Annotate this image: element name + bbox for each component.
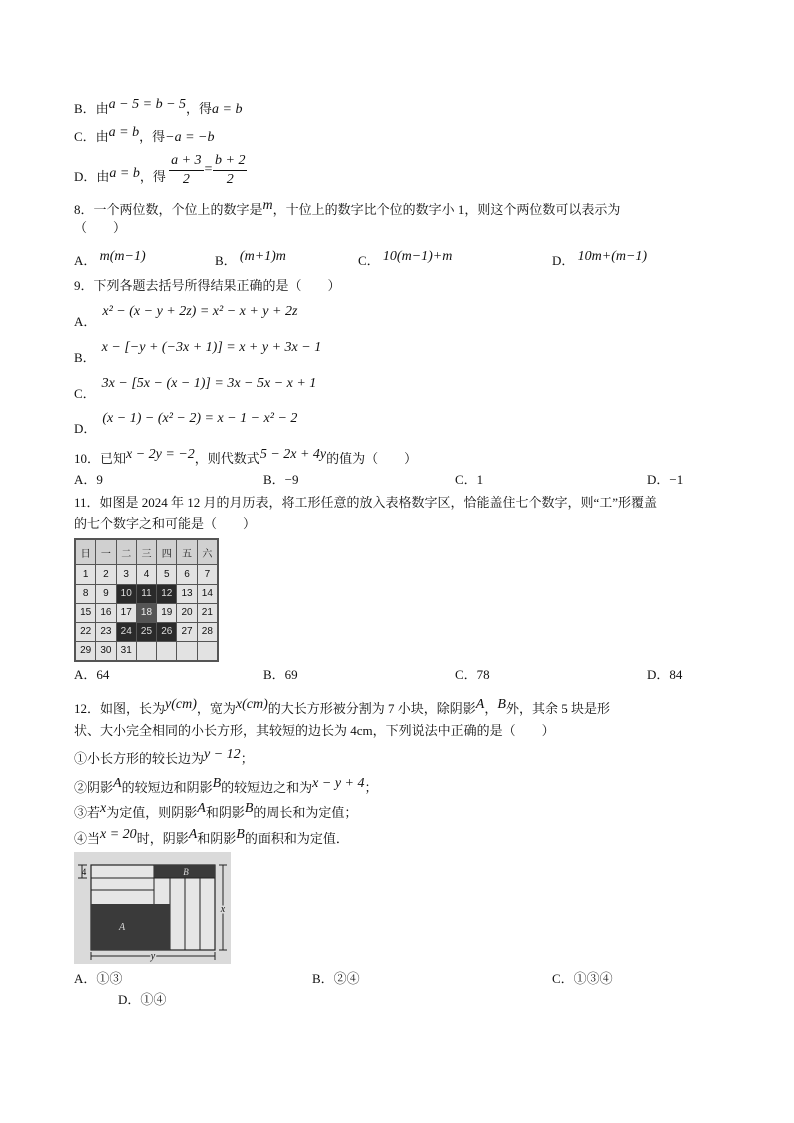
q12-s4d: 的面积和为定值． xyxy=(244,831,349,846)
figure-label-x: x xyxy=(220,904,226,915)
calendar-cell: 21 xyxy=(197,603,217,622)
q8-var: m xyxy=(262,198,273,213)
q10-b-text: −9 xyxy=(284,472,299,487)
q12-stem-line1 xyxy=(74,697,610,719)
q12-option-d[interactable] xyxy=(118,991,166,1009)
calendar-cell-shaded: 12 xyxy=(157,584,177,603)
q12-s4m: x = 20 xyxy=(100,827,137,842)
q7-b-sep: ，得 xyxy=(186,101,213,116)
calendar-cell: 16 xyxy=(96,603,116,622)
q10-c-text: 1 xyxy=(476,472,484,487)
q7-d-frac1 xyxy=(169,152,203,189)
q12-y: y(cm) xyxy=(165,697,197,712)
calendar-cell: 22 xyxy=(76,622,96,641)
q7-option-d[interactable] xyxy=(74,150,247,190)
calendar-header-row xyxy=(76,540,218,565)
q10-stem-c: 的值为（ ） xyxy=(326,451,418,466)
calendar-cell: 27 xyxy=(177,622,197,641)
q10-option-b[interactable] xyxy=(263,471,299,489)
q11-a-text: 64 xyxy=(96,667,110,682)
q12-s3x: x xyxy=(100,801,107,816)
calendar-row xyxy=(76,565,218,584)
q10-b-label: B． xyxy=(263,472,285,487)
q12-s4c: 和阴影 xyxy=(197,831,237,846)
q10-option-a[interactable] xyxy=(74,471,103,489)
q7-c-eq1: a = b xyxy=(108,125,140,140)
calendar-cell-shaded: 11 xyxy=(136,584,156,603)
q12-s4-B: B xyxy=(236,827,245,842)
q12-l1a: 12．如图，长为 xyxy=(74,701,166,716)
calendar-cell: 20 xyxy=(177,603,197,622)
calendar-cell: 6 xyxy=(177,565,197,584)
figure-label-b: B xyxy=(183,867,189,877)
q7-d-sep: ，得 xyxy=(139,169,166,184)
q7-c-sep: ，得 xyxy=(139,129,166,144)
q12-option-a[interactable] xyxy=(74,970,122,988)
q12-s2-A: A xyxy=(113,776,122,791)
q12-B: B xyxy=(497,697,506,712)
q12-a-label: A． xyxy=(74,971,97,986)
q11-b-text: 69 xyxy=(284,667,298,682)
calendar-cell: 17 xyxy=(116,603,136,622)
q8-c-label: C． xyxy=(358,253,380,268)
rectangle-figure xyxy=(74,852,231,964)
q8-a-text: m(m−1) xyxy=(99,249,146,264)
q12-s4a: ④当 xyxy=(74,831,101,846)
q9-a-text: x² − (x − y + 2z) = x² − x + y + 2z xyxy=(102,304,298,319)
q11-option-b[interactable] xyxy=(263,666,298,684)
q12-s2a: ②阴影 xyxy=(74,780,114,795)
q12-l1b: ，宽为 xyxy=(196,701,236,716)
q9-d-label: D． xyxy=(74,421,97,436)
q12-d-label: D． xyxy=(118,992,141,1007)
calendar-cell-shaded: 25 xyxy=(136,622,156,641)
q8-d-text: 10m+(m−1) xyxy=(577,249,648,264)
q9-d-text: (x − 1) − (x² − 2) = x − 1 − x² − 2 xyxy=(102,411,298,426)
q9-a-label: A． xyxy=(74,314,97,329)
q11-b-label: B． xyxy=(263,667,285,682)
q8-stem-a: 8．一个两位数，个位上的数字是 xyxy=(74,202,263,217)
q12-s3b: 为定值，则阴影 xyxy=(106,805,198,820)
q12-b-text: ②④ xyxy=(333,971,360,986)
calendar-header-cell: 五 xyxy=(177,540,197,565)
q12-s2b: 的较短边和阴影 xyxy=(121,780,213,795)
calendar-header-cell: 六 xyxy=(197,540,217,565)
q7-d-den1: 2 xyxy=(182,171,190,187)
q12-s2-B: B xyxy=(212,776,222,791)
q8-option-d[interactable] xyxy=(552,249,648,271)
q12-s1a: ①小长方形的较长边为 xyxy=(74,751,205,766)
q10-a-label: A． xyxy=(74,472,97,487)
q12-c-text: ①③④ xyxy=(573,971,613,986)
q11-option-c[interactable] xyxy=(455,666,490,684)
q7-d-frac2 xyxy=(213,152,247,189)
q12-option-b[interactable] xyxy=(312,970,360,988)
q11-c-label: C． xyxy=(455,667,477,682)
shaded-region-a xyxy=(91,904,170,950)
q9-option-d[interactable] xyxy=(74,411,298,436)
q10-stem xyxy=(74,447,418,469)
q7-d-eqsign: = xyxy=(203,162,214,177)
q10-c-label: C． xyxy=(455,472,477,487)
q12-s4b: 时，阴影 xyxy=(136,831,189,846)
q8-option-b[interactable] xyxy=(215,249,286,271)
q7-b-eq1: a − 5 = b − 5 xyxy=(108,97,187,112)
calendar-cell: 2 xyxy=(96,565,116,584)
calendar-cell: 29 xyxy=(76,641,96,660)
calendar-cell: 9 xyxy=(96,584,116,603)
q7-b-eq2: a = b xyxy=(212,102,243,117)
q11-d-label: D． xyxy=(647,667,670,682)
calendar-cell-shaded: 26 xyxy=(157,622,177,641)
q11-c-text: 78 xyxy=(476,667,490,682)
q11-a-label: A． xyxy=(74,667,97,682)
q12-s2c: 的较短边之和为 xyxy=(221,780,313,795)
q7-d-label: D．由 xyxy=(74,169,110,184)
q8-option-a[interactable] xyxy=(74,249,146,271)
q10-a-text: 9 xyxy=(96,472,103,487)
rectangle-figure-svg xyxy=(74,852,231,964)
calendar-row xyxy=(76,603,218,622)
q9-option-b[interactable] xyxy=(74,340,322,365)
calendar-cell: 19 xyxy=(157,603,177,622)
q11-stem-line2: 的七个数字之和可能是（ ） xyxy=(74,516,257,531)
calendar-cell: 8 xyxy=(76,584,96,603)
calendar-cell: 14 xyxy=(197,584,217,603)
calendar-table xyxy=(75,539,218,661)
calendar-cell: 5 xyxy=(157,565,177,584)
q8-c-text: 10(m−1)+m xyxy=(382,249,453,264)
q12-s3-A: A xyxy=(197,801,206,816)
q7-d-den2: 2 xyxy=(226,171,234,187)
q9-option-c[interactable] xyxy=(74,376,317,401)
q9-stem: 9．下列各题去括号所得结果正确的是（ ） xyxy=(74,278,341,293)
q10-stem-b: ，则代数式 xyxy=(194,451,260,466)
calendar-cell: 28 xyxy=(197,622,217,641)
q12-A: A xyxy=(475,697,485,712)
calendar-cell xyxy=(136,641,156,660)
calendar-cell-shaded: 24 xyxy=(116,622,136,641)
q12-statement-3 xyxy=(74,801,358,823)
calendar-row xyxy=(76,641,218,660)
calendar-cell: 4 xyxy=(136,565,156,584)
q12-a-text: ①③ xyxy=(96,971,123,986)
calendar-cell-shaded: 18 xyxy=(136,603,156,622)
q10-expr: 5 − 2x + 4y xyxy=(259,447,327,462)
calendar-cell: 23 xyxy=(96,622,116,641)
q12-s1m: y − 12 xyxy=(204,747,241,762)
q12-l1d: 外，其余 5 块是形 xyxy=(505,701,610,716)
calendar-cell xyxy=(177,641,197,660)
q7-c-label: C．由 xyxy=(74,129,109,144)
q12-statement-1 xyxy=(74,747,254,769)
calendar-row xyxy=(76,622,218,641)
q7-d-num1: a + 3 xyxy=(169,152,203,171)
q10-d-label: D． xyxy=(647,472,670,487)
q12-c-label: C． xyxy=(552,971,574,986)
calendar-header-cell: 日 xyxy=(76,540,96,565)
calendar-cell: 30 xyxy=(96,641,116,660)
q8-stem xyxy=(74,198,621,220)
calendar-header-cell: 四 xyxy=(157,540,177,565)
q7-d-eq1: a = b xyxy=(109,166,140,181)
calendar-cell xyxy=(197,641,217,660)
calendar-cell: 15 xyxy=(76,603,96,622)
figure-label-4: 4 xyxy=(81,867,87,877)
q12-statement-4 xyxy=(74,827,349,849)
q8-d-label: D． xyxy=(552,253,575,268)
q7-b-label: B．由 xyxy=(74,101,109,116)
q12-s3d: 的周长和为定值； xyxy=(253,805,358,820)
calendar-cell-shaded: 10 xyxy=(116,584,136,603)
calendar-header-cell: 二 xyxy=(116,540,136,565)
q8-a-label: A． xyxy=(74,253,97,268)
calendar-header-cell: 三 xyxy=(136,540,156,565)
q10-eq: x − 2y = −2 xyxy=(126,447,195,462)
q9-b-label: B． xyxy=(74,350,96,365)
calendar-cell: 31 xyxy=(116,641,136,660)
q12-stem-line2: 状、大小完全相同的小长方形，其较短的边长为 4cm，下列说法中正确的是（ ） xyxy=(74,723,555,738)
q9-c-label: C． xyxy=(74,386,96,401)
q12-d-text: ①④ xyxy=(140,992,167,1007)
calendar-row xyxy=(76,584,218,603)
q12-comma: ， xyxy=(484,701,498,716)
calendar-cell: 13 xyxy=(177,584,197,603)
q12-s3-B: B xyxy=(244,801,254,816)
calendar-cell: 1 xyxy=(76,565,96,584)
calendar-header-cell: 一 xyxy=(96,540,116,565)
q12-option-c[interactable] xyxy=(552,970,613,988)
q12-s1b: ； xyxy=(240,751,254,766)
q11-stem-line1: 11．如图是 2024 年 12 月的月历表，将工形任意的放入表格数字区，恰能盖住七个数字，则“工”形覆盖 xyxy=(74,495,658,510)
q12-l1c: 的大长方形被分割为 7 小块，除阴影 xyxy=(267,701,476,716)
q7-option-c[interactable] xyxy=(74,125,215,147)
q7-d-num2: b + 2 xyxy=(213,152,247,171)
q8-stem-b: ，十位上的数字比个位的数字小 1，则这个两位数可以表示为 xyxy=(272,202,621,217)
calendar-cell: 7 xyxy=(197,565,217,584)
q12-s4-A: A xyxy=(188,827,198,842)
q12-s2d: ； xyxy=(364,780,378,795)
q12-b-label: B． xyxy=(312,971,334,986)
q10-option-d[interactable] xyxy=(647,471,683,489)
q8-stem-c: （ ） xyxy=(74,220,127,235)
q11-option-d[interactable] xyxy=(647,666,682,684)
q9-b-text: x − [−y + (−3x + 1)] = x + y + 3x − 1 xyxy=(101,340,322,355)
q9-option-a[interactable] xyxy=(74,304,298,329)
q12-s3a: ③若 xyxy=(74,805,101,820)
q7-c-eq2: −a = −b xyxy=(165,130,215,145)
figure-label-y: y xyxy=(150,951,156,962)
q8-b-text: (m+1)m xyxy=(239,249,286,264)
q12-statement-2 xyxy=(74,776,378,798)
figure-label-a: A xyxy=(118,922,126,933)
q10-d-text: −1 xyxy=(669,472,684,487)
q12-x: x(cm) xyxy=(235,697,268,712)
q11-d-text: 84 xyxy=(669,667,683,682)
calendar-cell xyxy=(157,641,177,660)
q12-s3c: 和阴影 xyxy=(205,805,245,820)
q8-b-label: B． xyxy=(215,253,237,268)
calendar-cell: 3 xyxy=(116,565,136,584)
q7-option-b[interactable] xyxy=(74,97,243,119)
calendar-figure xyxy=(74,538,219,662)
q10-option-c[interactable] xyxy=(455,471,483,489)
q8-option-c[interactable] xyxy=(358,249,453,271)
q9-c-text: 3x − [5x − (x − 1)] = 3x − 5x − x + 1 xyxy=(101,376,317,391)
q10-stem-a: 10．已知 xyxy=(74,451,127,466)
q11-option-a[interactable] xyxy=(74,666,109,684)
q12-s2m: x − y + 4 xyxy=(312,776,365,791)
